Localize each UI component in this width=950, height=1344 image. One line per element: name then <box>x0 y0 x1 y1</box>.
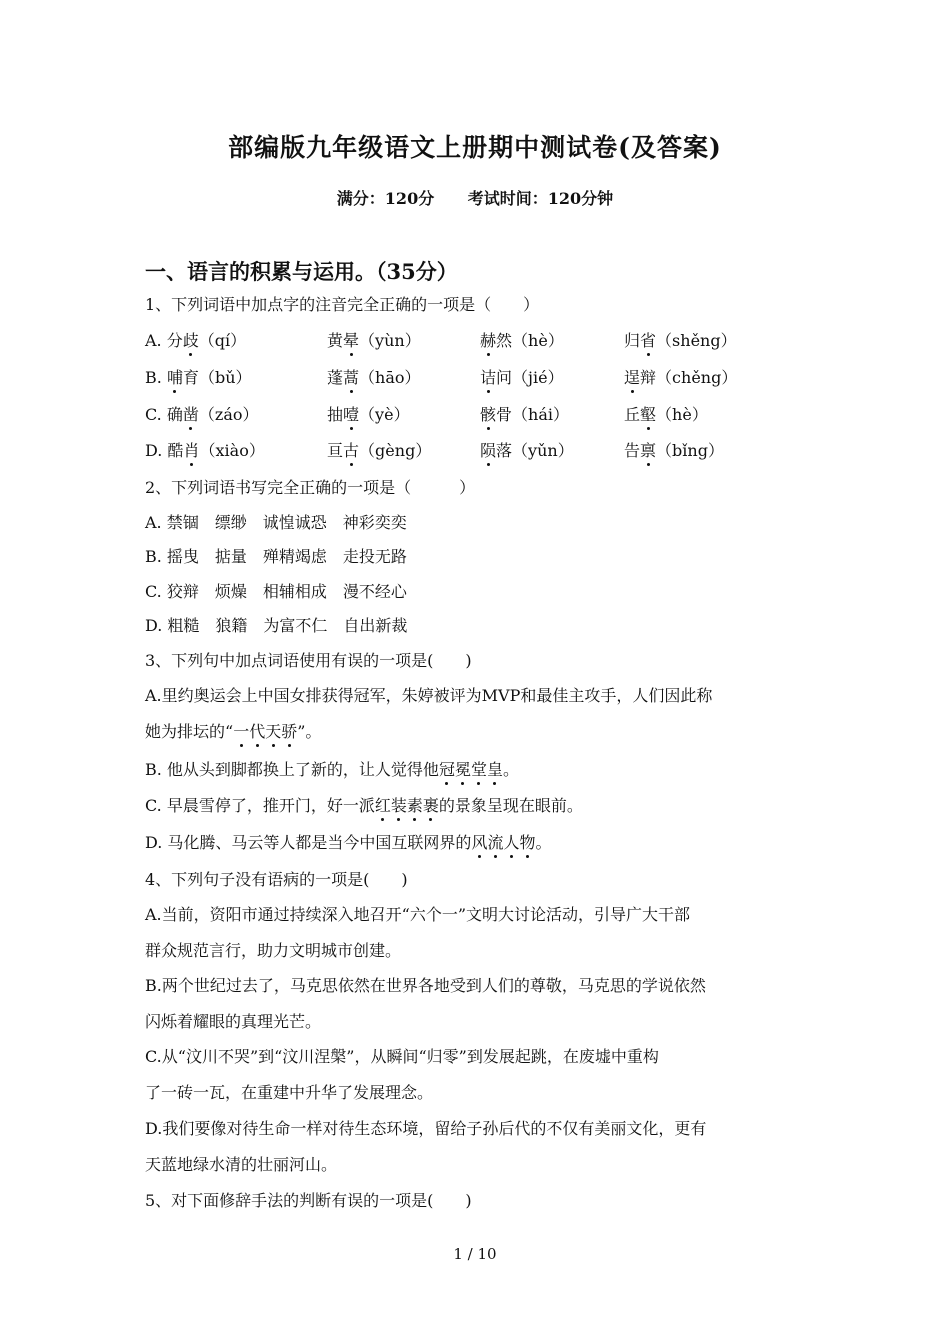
page-title: 部编版九年级语文上册期中测试卷(及答案) <box>228 133 722 162</box>
exam-time: 考试时间：120分钟 <box>467 189 614 208</box>
q4-stem: 4、下列句子没有语病的一项是( ) <box>145 870 408 889</box>
page-number: 1 / 10 <box>453 1245 497 1263</box>
q5-stem: 5、对下面修辞手法的判断有误的一项是( ) <box>145 1191 472 1210</box>
q1-option-item: 陨落（yǔn） <box>480 441 574 460</box>
q1-option-item: 诘问（jié） <box>480 368 564 387</box>
q4-option-a-cont: 群众规范言行，助力文明城市创建。 <box>145 941 402 960</box>
q1-option-item: A. 分歧（qí） <box>145 331 247 350</box>
q3-option-d: D. 马化腾、马云等人都是当今中国互联网界的风流人物。 <box>145 833 552 852</box>
q3-stem: 3、下列句中加点词语使用有误的一项是( ) <box>145 651 472 670</box>
full-score: 满分：120分 <box>336 189 435 208</box>
q4-option-a: A.当前，资阳市通过持续深入地召开“六个一”文明大讨论活动，引导广大干部 <box>145 905 691 924</box>
q4-option-d-cont: 天蓝地绿水清的壮丽河山。 <box>145 1155 338 1174</box>
exam-info <box>0 186 950 209</box>
q4-option-b: B.两个世纪过去了，马克思依然在世界各地受到人们的尊敬，马克思的学说依然 <box>145 976 706 995</box>
q2-option-b: B. 摇曳 掂量 殚精竭虑 走投无路 <box>145 547 407 566</box>
q1-option-item: 亘古（gèng） <box>327 441 432 460</box>
dotted-word: 一代天骄 <box>233 722 298 741</box>
q1-option-item: 赫然（hè） <box>480 331 564 350</box>
q1-option-item: 逞辩（chěng） <box>624 368 738 387</box>
q1-option-item: 丘壑（hè） <box>624 405 708 424</box>
q1-option-item: 抽噎（yè） <box>327 405 410 424</box>
q4-option-b-cont: 闪烁着耀眼的真理光芒。 <box>145 1012 322 1031</box>
q3-option-a: A.里约奥运会上中国女排获得冠军，朱婷被评为MVP和最佳主攻手，人们因此称 <box>145 686 713 705</box>
dotted-word: 风流人物 <box>471 833 536 852</box>
dotted-word: 红装素裹 <box>374 796 439 815</box>
q3-option-b: B. 他从头到脚都换上了新的，让人觉得他冠冕堂皇。 <box>145 760 520 779</box>
q2-option-c: C. 狡辩 烦燥 相辅相成 漫不经心 <box>145 582 407 601</box>
q1-option-item: B. 哺育（bǔ） <box>145 368 252 387</box>
section-heading: 一、语言的积累与运用。（35分） <box>145 259 458 284</box>
q1-option-item: 归省（shěng） <box>624 331 737 350</box>
q1-option-item: 蓬蒿（hāo） <box>327 368 421 387</box>
q2-option-d: D. 粗糙 狼籍 为富不仁 自出新裁 <box>145 616 408 635</box>
q2-option-a: A. 禁锢 缥缈 诚惶诚恐 神彩奕奕 <box>145 513 407 532</box>
q4-option-d: D.我们要像对待生命一样对待生态环境，留给子孙后代的不仅有美丽文化，更有 <box>145 1119 707 1138</box>
q4-option-c-cont: 了一砖一瓦，在重建中升华了发展理念。 <box>145 1083 434 1102</box>
dotted-word: 冠冕堂皇 <box>438 760 503 779</box>
q1-option-item: D. 酷肖（xiào） <box>145 441 265 460</box>
q1-option-item: 告禀（bǐng） <box>624 441 724 460</box>
q3-option-c: C. 早晨雪停了，推开门，好一派红装素裹的景象呈现在眼前。 <box>145 796 583 815</box>
q1-option-item: C. 确凿（záo） <box>145 405 259 424</box>
q1-option-item: 黄晕（yùn） <box>327 331 421 350</box>
q2-stem: 2、下列词语书写完全正确的一项是（ ） <box>145 478 476 497</box>
q1-option-item: 骸骨（hái） <box>480 405 570 424</box>
q4-option-c: C.从“汶川不哭”到“汶川涅槃”，从瞬间“归零”到发展起跳，在废墟中重构 <box>145 1047 659 1066</box>
q1-stem: 1、下列词语中加点字的注音完全正确的一项是（ ） <box>145 295 540 314</box>
q3-option-a-cont: 她为排坛的“一代天骄”。 <box>145 722 322 741</box>
